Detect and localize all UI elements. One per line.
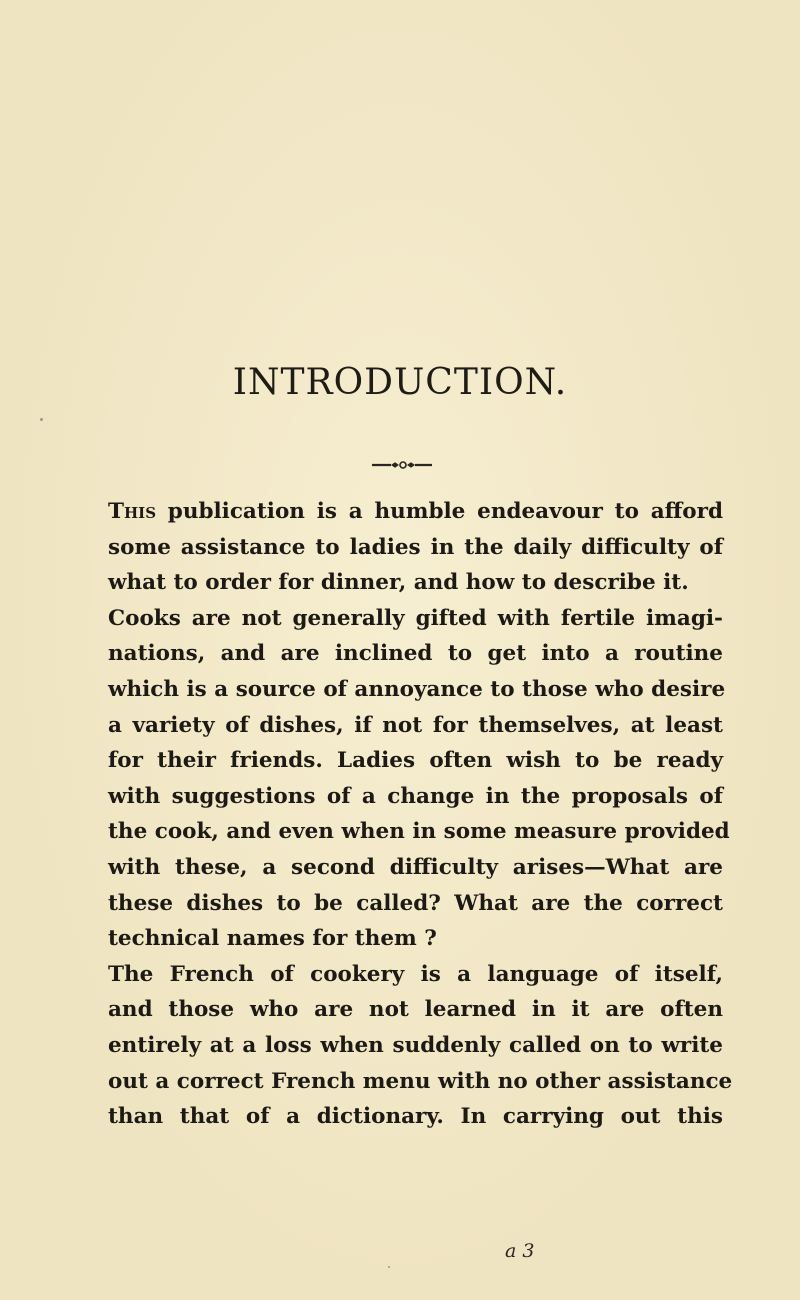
text-line: for their friends. Ladies often wish to be ready — [108, 748, 723, 774]
text-line: with suggestions of a change in the proposals of — [108, 783, 723, 809]
text-line: the cook, and even when in some measure provided — [108, 819, 730, 845]
text-line: This publication is a humble endeavour to afford — [108, 499, 723, 524]
paper-speck — [40, 418, 43, 421]
text-line: which is a source of annoyance to those who desire — [108, 676, 726, 702]
opening-word: This — [108, 499, 157, 524]
text-line: nations, and are inclined to get into a routine — [108, 641, 723, 667]
paragraph — [108, 601, 730, 957]
text-line: entirely at a loss when suddenly called on to write — [108, 1032, 723, 1058]
text-line: what to order for dinner, and how to describe it. — [108, 570, 689, 596]
ornament-rule — [372, 460, 432, 470]
text-line: The French of cookery is a language of itself, — [108, 961, 723, 987]
text-line: out a correct French menu with no other assistance — [108, 1068, 733, 1094]
paper-speck — [388, 1266, 390, 1268]
text-line: a variety of dishes, if not for themselves, at least — [108, 712, 723, 738]
text-line: technical names for them ? — [108, 926, 437, 952]
page-title: INTRODUCTION. — [232, 362, 568, 403]
text-line: Cooks are not generally gifted with fertile imagi- — [108, 605, 723, 631]
paragraph — [108, 957, 733, 1135]
signature-mark: a 3 — [505, 1240, 535, 1262]
introduction-body — [108, 494, 733, 1135]
text-line: than that of a dictionary. In carrying out this — [108, 1104, 723, 1130]
text-line: these dishes to be called? What are the correct — [108, 890, 723, 916]
text-line: and those who are not learned in it are often — [108, 997, 723, 1023]
text-line: with these, a second difficulty arises—What are — [108, 854, 723, 880]
paragraph — [108, 494, 723, 601]
text-line: some assistance to ladies in the daily difficulty of — [108, 534, 723, 560]
